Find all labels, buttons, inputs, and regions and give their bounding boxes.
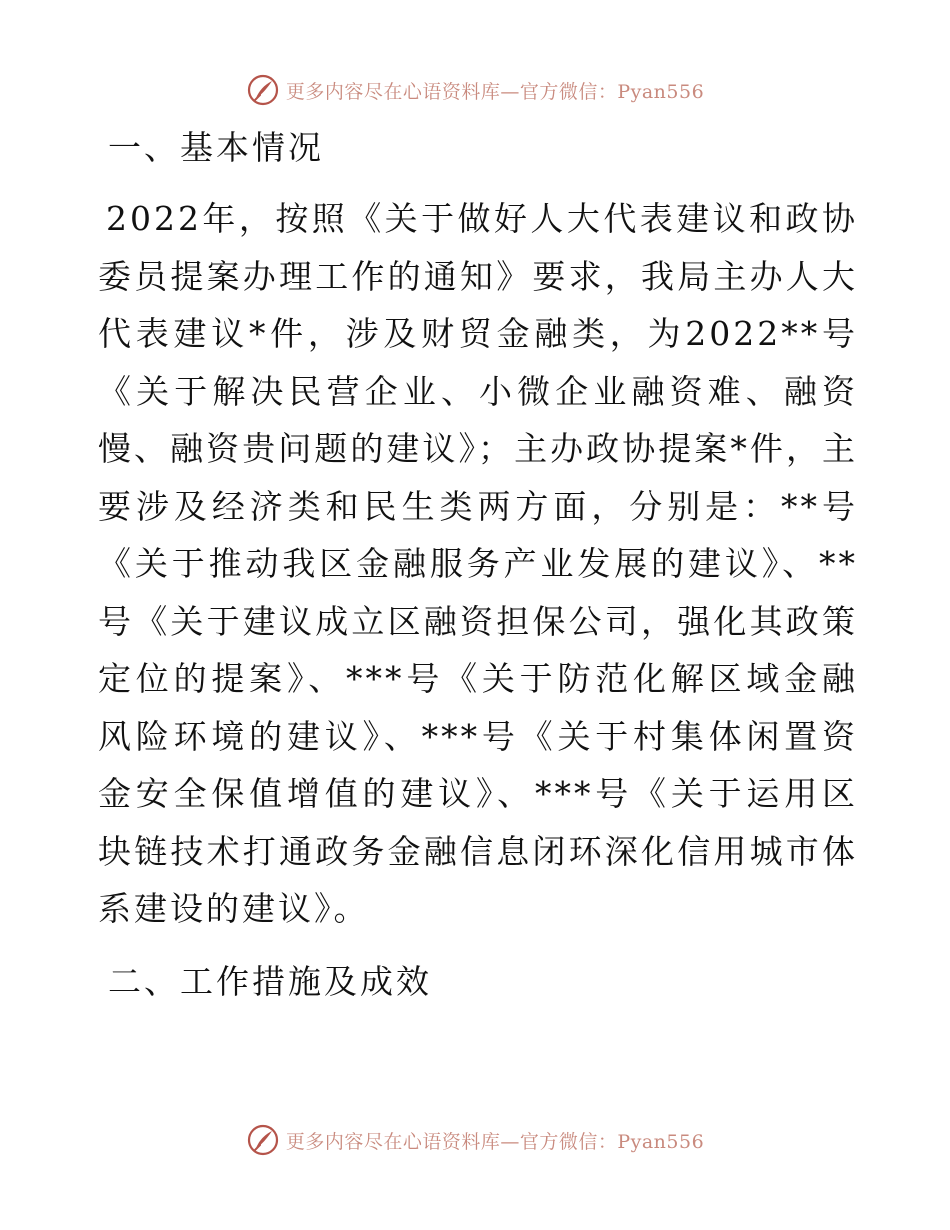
header-watermark — [0, 70, 950, 110]
watermark-text: 更多内容尽在心语资料库—官方微信：Pyan556 — [285, 1130, 705, 1153]
body-paragraph: 2022年，按照《关于做好人大代表建议和政协委员提案办理工作的通知》要求，我局主办人大代表建议*件，涉及财贸金融类，为2022**号《关于解决民营企业、小微企业融资难、融资慢、融资贵问题的建议》；主办政协提案*件，主要涉及经济类和民生类两方面，分别是：**号《关于推动我区金融服务产业发展的建议》、**号《关于建议成立区融资担保公司，强化其政策定位的提案》、***号《关于防范化解区域金融风险环境的建议》、***号《关于村集体闲置资金安全保值增值的建议》、***号《关于运用区块链技术打通政务金融信息闭环深化信用城市体系建设的建议》。 — [98, 199, 858, 928]
section-heading-basic-situation: 一、基本情况 — [108, 128, 324, 167]
quill-pen-logo-icon — [246, 73, 280, 107]
footer-watermark — [0, 1120, 950, 1160]
watermark-text: 更多内容尽在心语资料库—官方微信：Pyan556 — [285, 80, 705, 103]
section-heading-measures: 二、工作措施及成效 — [108, 961, 432, 1001]
document-body — [98, 118, 858, 1024]
quill-pen-logo-icon — [246, 1123, 280, 1157]
